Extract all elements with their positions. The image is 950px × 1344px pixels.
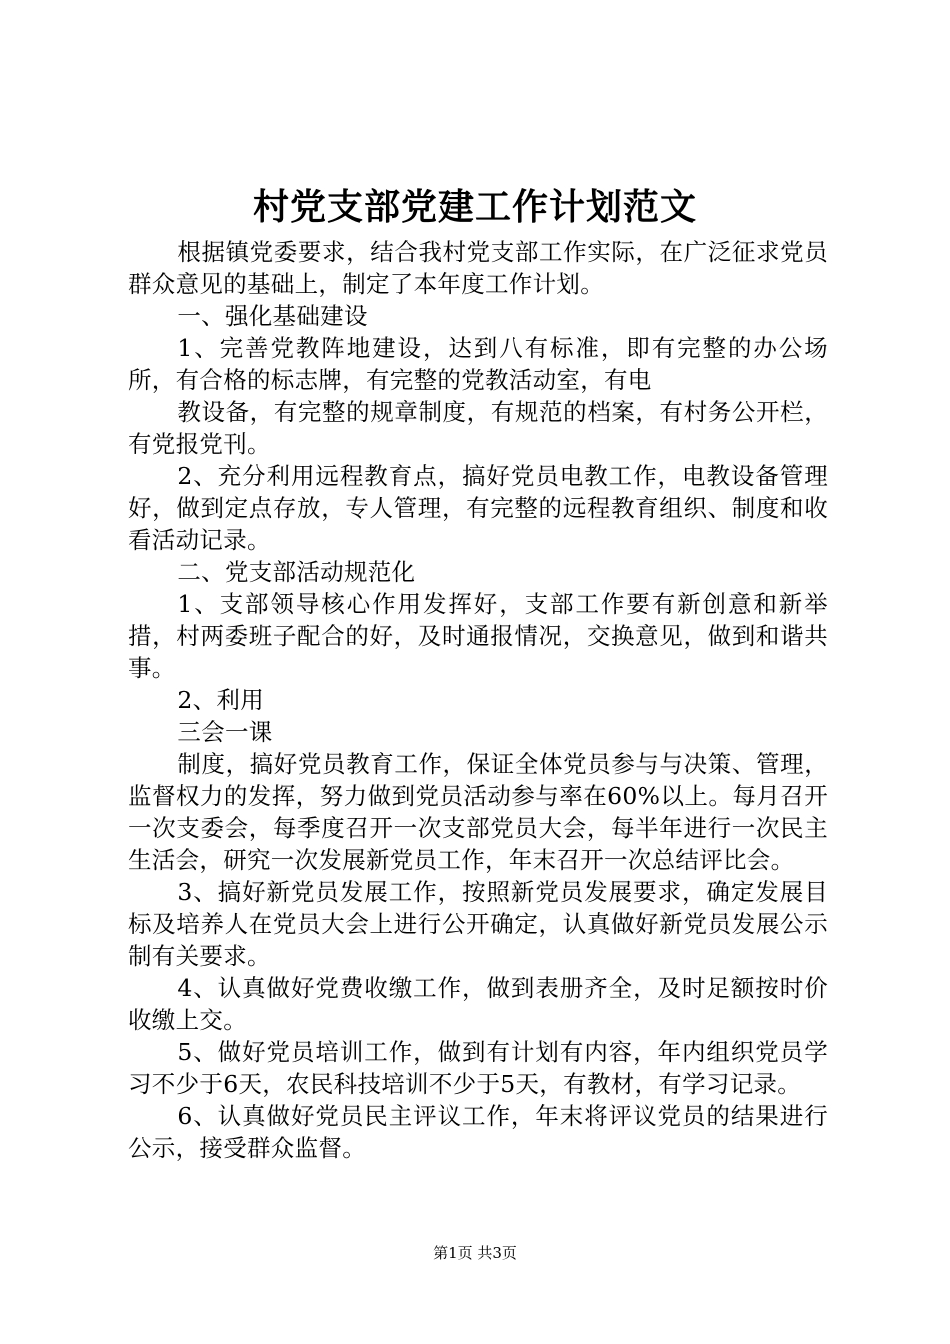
- paragraph-2-2-body: 制度，搞好党员教育工作，保证全体党员参与与决策、管理，监督权力的发挥，努力做到党员活动参与率在60%以上。每月召开一次支委会，每季度召开一次支部党员大会，每半年进行一次民主生活会，研究一次发展新党员工作，年末召开一次总结评比会。: [128, 750, 828, 874]
- page-footer: 第1页 共3页: [433, 1244, 517, 1262]
- paragraph-2-6: 6、认真做好党员民主评议工作，年末将评议党员的结果进行公示，接受群众监督。: [128, 1102, 828, 1162]
- paragraph-2-2-term: 三会一课: [177, 718, 273, 746]
- paragraph-2-1: 1、支部领导核心作用发挥好，支部工作要有新创意和新举措，村两委班子配合的好，及时通报情况，交换意见，做到和谐共事。: [128, 590, 828, 682]
- paragraph-2-2-start: 2、利用: [177, 686, 264, 714]
- paragraph-2-4: 4、认真做好党费收缴工作，做到表册齐全，及时足额按时价收缴上交。: [128, 974, 828, 1034]
- section-heading-1: 一、强化基础建设: [177, 302, 368, 330]
- paragraph-1-1: 1、完善党教阵地建设，达到八有标准，即有完整的办公场所，有合格的标志牌，有完整的党教活动室，有电: [128, 334, 828, 394]
- paragraph-1-1-continued: 教设备，有完整的规章制度，有规范的档案，有村务公开栏，有党报党刊。: [128, 398, 828, 458]
- paragraph-intro: 根据镇党委要求，结合我村党支部工作实际，在广泛征求党员群众意见的基础上，制定了本年度工作计划。: [128, 238, 828, 298]
- paragraph-1-2: 2、充分利用远程教育点，搞好党员电教工作，电教设备管理好，做到定点存放，专人管理，有完整的远程教育组织、制度和收看活动记录。: [128, 462, 828, 554]
- document-title: 村党支部党建工作计划范文: [252, 186, 697, 228]
- paragraph-2-5: 5、做好党员培训工作，做到有计划有内容，年内组织党员学习不少于6天，农民科技培训不少于5天，有教材，有学习记录。: [128, 1038, 828, 1098]
- paragraph-2-3: 3、搞好新党员发展工作，按照新党员发展要求，确定发展目标及培养人在党员大会上进行公开确定，认真做好新党员发展公示制有关要求。: [128, 878, 828, 970]
- section-heading-2: 二、党支部活动规范化: [177, 558, 416, 586]
- document-body: [128, 236, 828, 1164]
